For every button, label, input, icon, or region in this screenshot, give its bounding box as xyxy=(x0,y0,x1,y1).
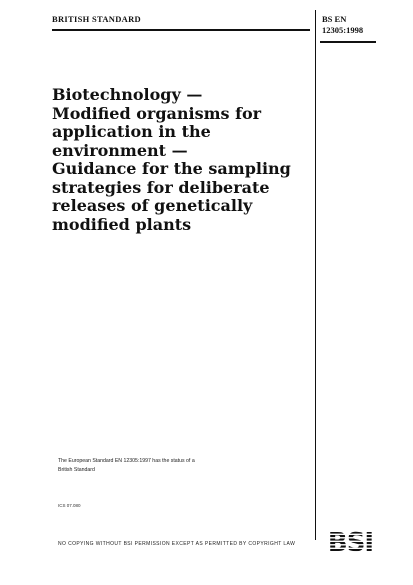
document-number xyxy=(322,14,363,36)
bsi-logo xyxy=(323,514,378,556)
document-number-code: 12305:1998 xyxy=(322,25,364,35)
document-title xyxy=(52,86,307,234)
status-note-line: The European Standard EN 12305:1997 has the status of a xyxy=(58,458,195,464)
vertical-divider xyxy=(315,10,316,540)
status-note-line: British Standard xyxy=(58,467,95,473)
title-line: environment — xyxy=(52,140,188,160)
document-number-prefix: BS EN xyxy=(322,14,347,24)
title-line: Guidance for the sampling xyxy=(52,159,291,178)
document-number-rule xyxy=(320,41,376,43)
title-line: modified plants xyxy=(52,214,192,234)
status-note xyxy=(58,457,278,475)
header-rule xyxy=(52,29,310,31)
ics-code: ICS 07.080 xyxy=(58,503,81,508)
standard-type-label: BRITISH STANDARD xyxy=(52,14,141,24)
title-line: strategies for deliberate xyxy=(52,177,270,197)
bsi-logo-stripes xyxy=(323,514,378,556)
title-line: releases of genetically xyxy=(52,196,253,215)
copyright-notice: NO COPYING WITHOUT BSI PERMISSION EXCEPT AS PERMITTED BY COPYRIGHT LAW xyxy=(58,541,296,547)
title-line: Biotechnology — xyxy=(52,85,203,104)
title-line: application in the xyxy=(52,122,211,141)
title-line: Modified organisms for xyxy=(52,103,262,123)
